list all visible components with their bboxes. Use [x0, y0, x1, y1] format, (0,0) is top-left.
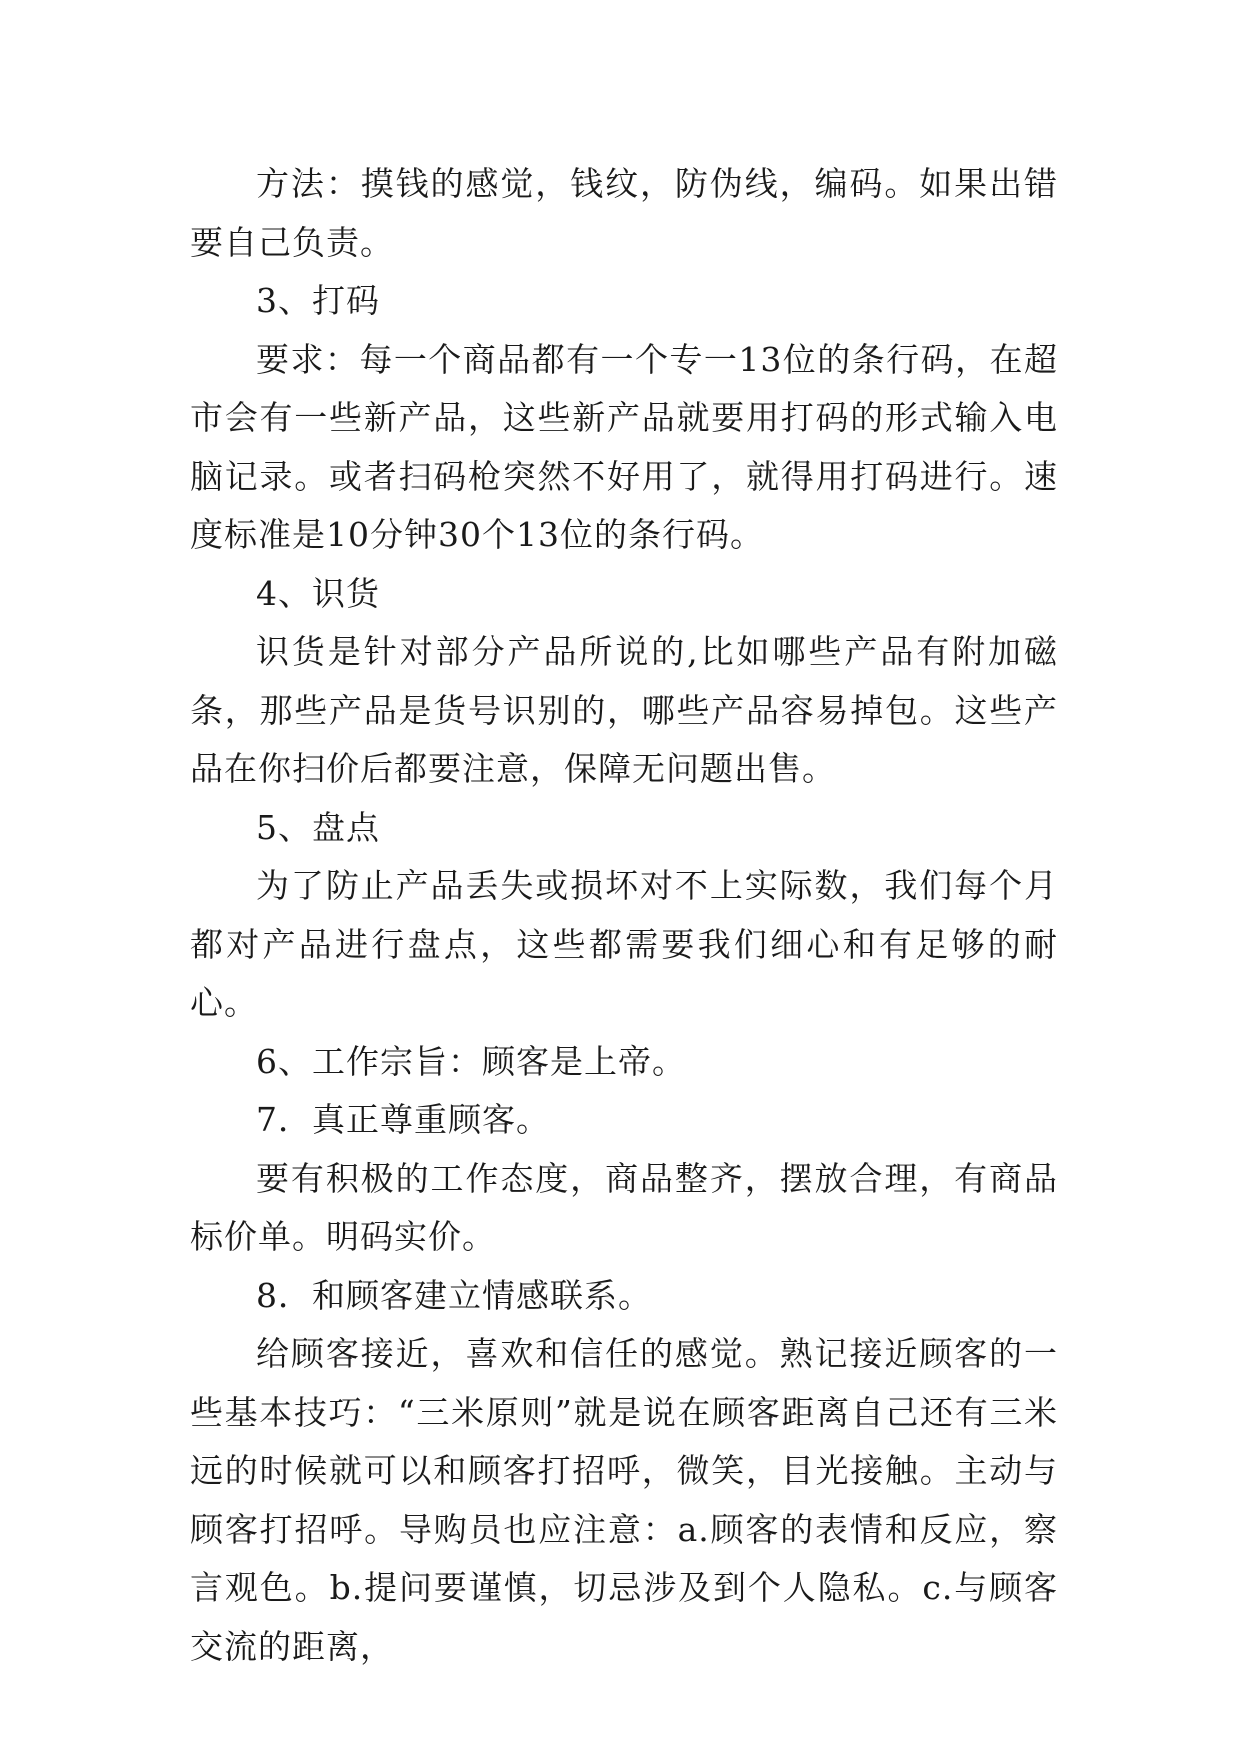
paragraph-product-identification: 识货是针对部分产品所说的,比如哪些产品有附加磁条，那些产品是货号识别的，哪些产品容易掉包。这些产品在你扫价后都要注意，保障无问题出售。: [190, 632, 1058, 788]
paragraph-inventory: 为了防止产品丢失或损坏对不上实际数，我们每个月都对产品进行盘点，这些都需要我们细心和有足够的耐心。: [190, 866, 1058, 1022]
paragraph-method: 方法：摸钱的感觉，钱纹，防伪线，编码。如果出错要自己负责。: [190, 164, 1058, 262]
document-body: [190, 155, 1058, 1676]
heading-product-identification: 4、识货: [256, 573, 380, 613]
heading-inventory: 5、盘点: [256, 807, 380, 847]
paragraph-barcode-requirement: 要求：每一个商品都有一个专一13位的条行码，在超市会有一些新产品，这些新产品就要用打码的形式输入电脑记录。或者扫码枪突然不好用了，就得用打码进行。速度标准是10分钟30个13位的条行码。: [190, 339, 1058, 554]
heading-barcode-entry: 3、打码: [256, 281, 380, 320]
heading-respect-customers: 7．真正尊重顾客。: [256, 1100, 550, 1139]
paragraph-customer-relationship: 给顾客接近，喜欢和信任的感觉。熟记接近顾客的一些基本技巧：“三米原则”就是说在顾客距离自己还有三米远的时候就可以和顾客打招呼，微笑，目光接触。主动与顾客打招呼。导购员也应注意：a.顾客的表情和反应，察言观色。b.提问要谨慎，切忌涉及到个人隐私。c.与顾客交流的距离，: [190, 1334, 1058, 1666]
heading-work-principle: 6、工作宗旨：顾客是上帝。: [256, 1041, 686, 1081]
paragraph-respect-customers: 要有积极的工作态度，商品整齐，摆放合理，有商品标价单。明码实价。: [190, 1158, 1058, 1256]
heading-customer-relationship: 8．和顾客建立情感联系。: [256, 1275, 652, 1315]
